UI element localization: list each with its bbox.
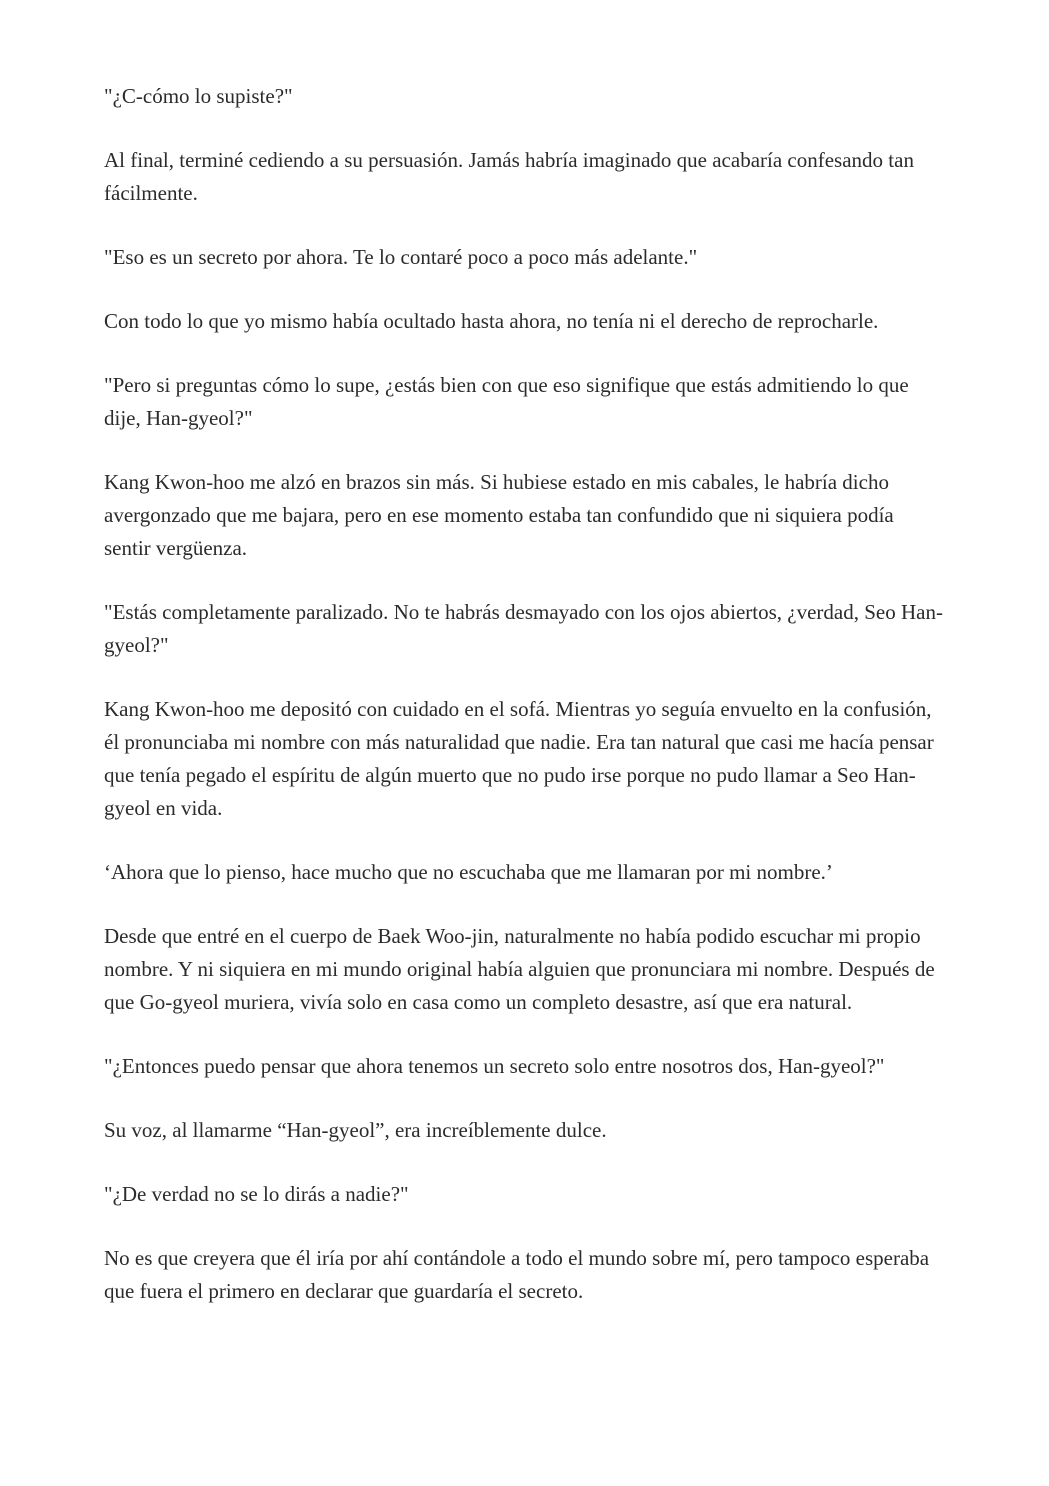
dialogue-paragraph: "¿C-cómo lo supiste?" [104,84,293,108]
dialogue-paragraph: "¿De verdad no se lo dirás a nadie?" [104,1182,409,1206]
dialogue-paragraph: "Estás completamente paralizado. No te habrás desmayado con los ojos abiertos, ¿verdad, Seo Han-gyeol?" [104,600,943,657]
dialogue-paragraph: "¿Entonces puedo pensar que ahora tenemos un secreto solo entre nosotros dos, Han-gyeol?" [104,1054,885,1078]
dialogue-paragraph: "Pero si preguntas cómo lo supe, ¿estás bien con que eso signifique que estás admitiendo lo que dije, Han-gyeol?" [104,373,909,430]
narration-paragraph: Kang Kwon-hoo me depositó con cuidado en el sofá. Mientras yo seguía envuelto en la confusión, él pronunciaba mi nombre con más naturalidad que nadie. Era tan natural que casi me hacía pensar que tenía pegado el espíritu de algún muerto que no pudo irse porque no pudo llamar a Seo Han-gyeol en vida. [104,697,934,820]
dialogue-paragraph: "Eso es un secreto por ahora. Te lo contaré poco a poco más adelante." [104,245,698,269]
narration-paragraph: No es que creyera que él iría por ahí contándole a todo el mundo sobre mí, pero tampoco esperaba que fuera el primero en declarar que guardaría el secreto. [104,1246,930,1303]
inner-thought-paragraph: ‘Ahora que lo pienso, hace mucho que no escuchaba que me llamaran por mi nombre.’ [104,860,833,884]
narration-paragraph: Desde que entré en el cuerpo de Baek Woo-jin, naturalmente no había podido escuchar mi propio nombre. Y ni siquiera en mi mundo original había alguien que pronunciara mi nombre. Después de que Go-gyeol muriera, vivía solo en casa como un completo desastre, así que era natural. [104,924,935,1014]
narration-paragraph: Su voz, al llamarme “Han-gyeol”, era increíblemente dulce. [104,1118,607,1142]
narration-paragraph: Kang Kwon-hoo me alzó en brazos sin más. Si hubiese estado en mis cabales, le habría dicho avergonzado que me bajara, pero en ese momento estaba tan confundido que ni siquiera podía sentir vergüenza. [104,470,894,560]
narration-paragraph: Al final, terminé cediendo a su persuasión. Jamás habría imaginado que acabaría confesando tan fácilmente. [104,148,914,205]
narration-paragraph: Con todo lo que yo mismo había ocultado hasta ahora, no tenía ni el derecho de reprocharle. [104,309,879,333]
